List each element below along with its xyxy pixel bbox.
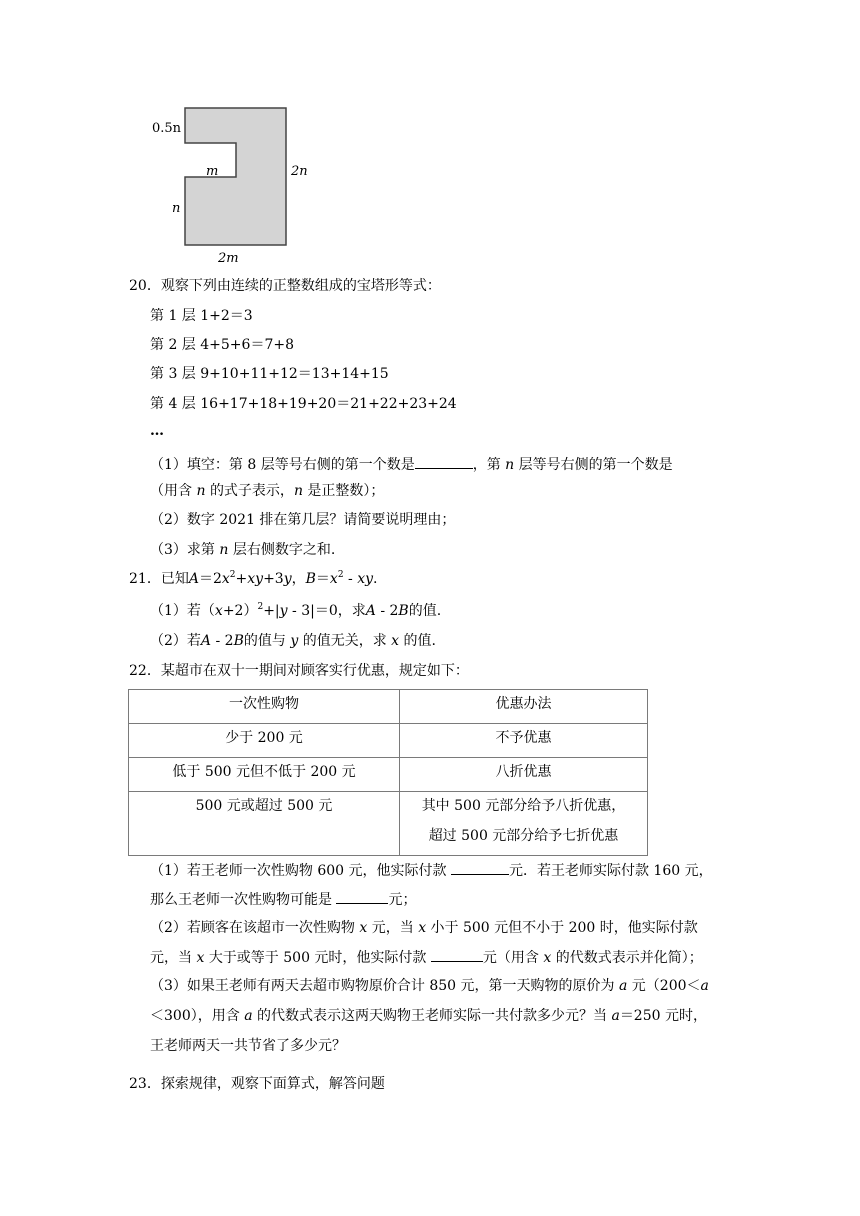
q21-part2 [150,631,436,651]
text: ＝250 元时， [619,1008,707,1024]
table-cell: 不予优惠 [400,724,648,758]
text: （用含 [150,483,192,499]
label-n: n [172,201,181,216]
text: （3）求第 [150,542,215,558]
text: 层等号右侧的第一个数是 [518,457,673,473]
text: （1）填空：第 8 层等号右侧的第一个数是 [150,457,415,473]
discount-table [128,689,648,856]
table-row [129,724,648,758]
q22-part1-line1 [150,859,713,881]
text: （2）若 [150,633,201,649]
table-header: 优惠办法 [400,690,648,724]
var-A: A [200,633,212,649]
var-A: A [188,571,199,587]
text: 大于或等于 500 元时，他实际付款 [208,950,427,966]
q21-number: 21． [129,571,161,587]
text: 小于 500 元但不小于 200 时，他实际付款 [430,920,698,936]
q20-stem [129,276,441,296]
var-a: a [611,1008,620,1024]
q20-layer-4: 第 4 层 16+17+18+19+20＝21+22+23+24 [150,396,457,412]
text: + [235,571,248,587]
q22-part3-line3: 王老师两天一共节省了多少元？ [150,1038,346,1054]
var-x: x [391,633,400,649]
answer-blank[interactable] [336,888,388,904]
exponent: 2 [257,602,264,612]
q20-part1-line2 [150,481,384,501]
q20-layer-2: 第 2 层 4+5+6＝7+8 [150,337,294,353]
table-cell: 500 元或超过 500 元 [129,792,400,856]
var-n: n [219,542,229,558]
exponent: 2 [337,570,344,580]
text: ‑ 2 [375,603,399,619]
table-cell-line: 其中 500 元部分给予八折优惠， [421,798,626,814]
q20-layer-1: 第 1 层 1+2＝3 [150,308,253,324]
text: 元．若王老师实际付款 160 元， [508,863,713,879]
var-n: n [196,483,206,499]
text: （1）若王老师一次性购物 600 元，他实际付款 [150,863,447,879]
text: ‑ 2 [211,633,234,649]
answer-blank[interactable] [415,453,473,469]
table-cell-line: 超过 500 元部分给予七折优惠 [428,828,619,844]
var-A: A [365,603,376,619]
text: ，第 [472,457,501,473]
text: （2）若顾客在该超市一次性购物 [150,920,355,936]
table-cell: 八折优惠 [400,758,648,792]
text: 某超市在双十一期间对顾客实行优惠，规定如下： [160,663,469,679]
var-x: x [221,571,230,587]
label-2m: 2m [218,251,239,266]
var-a: a [700,978,709,994]
table-row [129,792,648,856]
q20-part3 [150,540,335,560]
q22-number: 22． [129,663,161,679]
answer-blank[interactable] [431,946,483,962]
text: 元，当 [150,950,192,966]
q22-part3-line1 [150,976,709,996]
text: 元； [388,892,417,908]
table-cell: 低于 500 元但不低于 200 元 [129,758,400,792]
q23-stem [129,1074,385,1094]
q22-stem [129,661,469,681]
var-y: y [279,603,288,619]
shaded-shape [185,108,286,245]
table-row [129,758,648,792]
q22-part3-line2 [150,1006,707,1026]
table-row [129,690,648,724]
text: 元（用含 [482,950,539,966]
shape-figure [140,100,340,270]
q20-number: 20． [129,278,161,294]
text: ＝ [315,571,330,587]
var-x: x [543,950,552,966]
q20-ellipsis: … [150,423,164,439]
var-xy: xy [247,571,264,587]
var-xy: xy [357,571,374,587]
text: 的代数式表示这两天购物王老师实际一共付款多少元？当 [257,1008,607,1024]
q20-part2: （2）数字 2021 排在第几层？请简要说明理由； [150,512,456,528]
text: +2） [222,603,258,619]
text: ＜300），用含 [150,1008,240,1024]
exponent: 2 [229,570,236,580]
text: （1）若（ [150,603,215,619]
table-cell: 少于 200 元 [129,724,400,758]
var-x: x [359,920,368,936]
var-n: n [505,457,515,473]
var-n: n [293,483,303,499]
q22-part2-line2 [150,946,703,968]
var-x: x [196,950,205,966]
text: 已知 [160,571,189,587]
var-x: x [214,603,223,619]
text: 的值. [403,633,436,649]
q20-part1-line1 [150,453,673,475]
var-B: B [398,603,409,619]
answer-blank[interactable] [451,859,509,875]
text: +3 [263,571,284,587]
text: ‑ 3|＝0，求 [287,603,366,619]
table-cell [400,792,648,856]
var-B: B [305,571,316,587]
var-y: y [290,633,299,649]
text: 的值. [408,603,442,619]
text: 探索规律，观察下面算式，解答问题 [160,1076,385,1092]
text: 元，当 [371,920,414,936]
q20-stem-text: 观察下列由连续的正整数组成的宝塔形等式： [160,278,441,294]
text: 是正整数）； [307,483,385,499]
text: 的值无关，求 [302,633,387,649]
q23-number: 23． [129,1076,161,1092]
q20-layer-3: 第 3 层 9+10+11+12＝13+14+15 [150,366,389,382]
text: 的值与 [243,633,286,649]
label-2n: 2n [291,164,308,179]
q22-part1-line2 [150,888,416,910]
label-m: m [206,164,219,179]
var-B: B [233,633,244,649]
text: . [373,571,378,587]
q22-part2-line1 [150,918,698,938]
text: 那么王老师一次性购物可能是 [150,892,332,908]
var-a: a [618,978,628,994]
q21-part1 [150,601,441,621]
text: 的代数式表示并化简）； [555,950,703,966]
var-y: y [283,571,292,587]
text: ＝2 [198,571,222,587]
text: 的式子表示， [209,483,294,499]
var-x: x [418,920,427,936]
label-half-n: 0.5n [152,121,182,136]
text: ， [291,571,306,587]
text: 元（200＜ [631,978,701,994]
text: +| [263,603,280,619]
text: ‑ [343,571,358,587]
var-a: a [244,1008,253,1024]
var-x: x [329,571,338,587]
text: 层右侧数字之和. [232,542,336,558]
table-header: 一次性购物 [129,690,400,724]
q21-stem [129,569,377,589]
text: （3）如果王老师有两天去超市购物原价合计 850 元，第一天购物的原价为 [150,978,615,994]
